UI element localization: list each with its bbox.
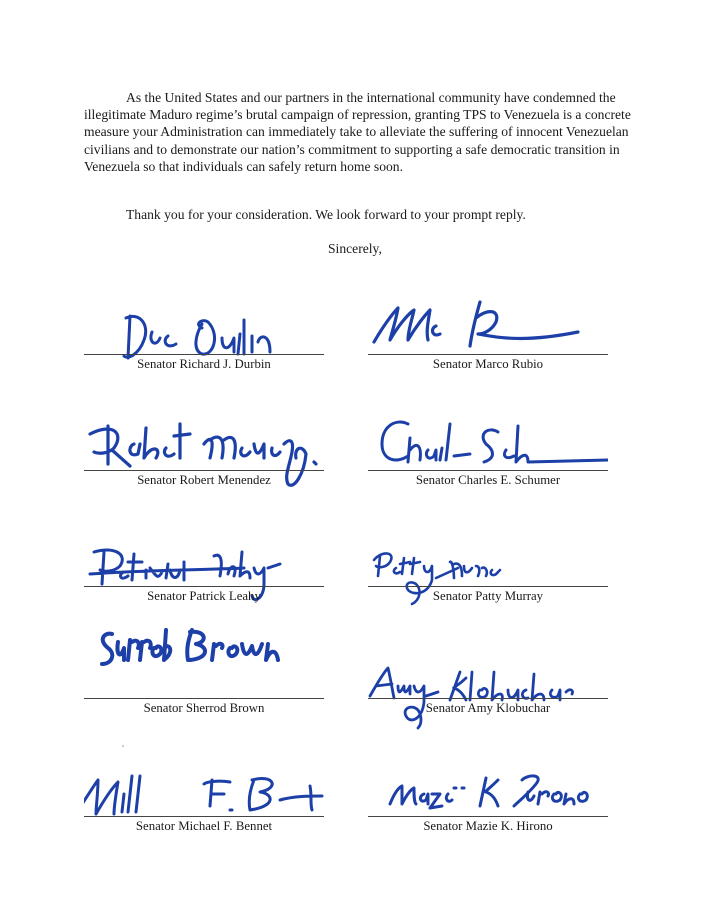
signature-block-klobuchar	[368, 620, 608, 720]
scan-speck	[122, 745, 124, 747]
signer-name: Senator Patrick Leahy	[147, 589, 261, 603]
signer-name: Senator Patty Murray	[432, 589, 544, 603]
signer-name: Senator Mazie K. Hirono	[423, 819, 553, 833]
signer-name: Senator Michael F. Bennet	[135, 819, 273, 833]
signature-block-hirono	[368, 766, 608, 866]
signature-bennet	[84, 766, 354, 826]
signer-name: Senator Charles E. Schumer	[415, 473, 561, 487]
signature-leahy	[84, 540, 324, 620]
signature-block-brown	[84, 620, 324, 720]
signer-name: Senator Robert Menendez	[137, 473, 271, 487]
signer-name: Senator Amy Klobuchar	[425, 701, 551, 715]
signer-name: Senator Sherrod Brown	[143, 701, 265, 715]
closing: Sincerely,	[328, 241, 382, 256]
thank-you-paragraph: Thank you for your consideration. We look forward to your prompt reply.	[126, 207, 526, 222]
signature-block-bennet	[84, 766, 324, 866]
signer-name: Senator Richard J. Durbin	[137, 357, 271, 371]
signature-block-schumer	[368, 414, 608, 514]
signature-block-rubio	[368, 298, 608, 398]
signer-name: Senator Marco Rubio	[432, 357, 544, 371]
signature-brown	[84, 620, 324, 700]
signature-block-menendez	[84, 414, 324, 514]
signature-murray	[368, 540, 608, 620]
signature-block-durbin	[84, 298, 324, 398]
signature-hirono	[368, 766, 608, 826]
body-paragraph: As the United States and our partners in the international community have condemned the illegitimate Maduro regime’s brutal campaign of repression, granting TPS to Venezuela is a concrete measure your Administration can immediately take to alleviate the suffering of innocent Venezuelan civilians and to demonstrate our nation’s commitment to supporting a safe democratic transition in Venezuela so that individuals can safely return home soon.	[84, 90, 631, 174]
